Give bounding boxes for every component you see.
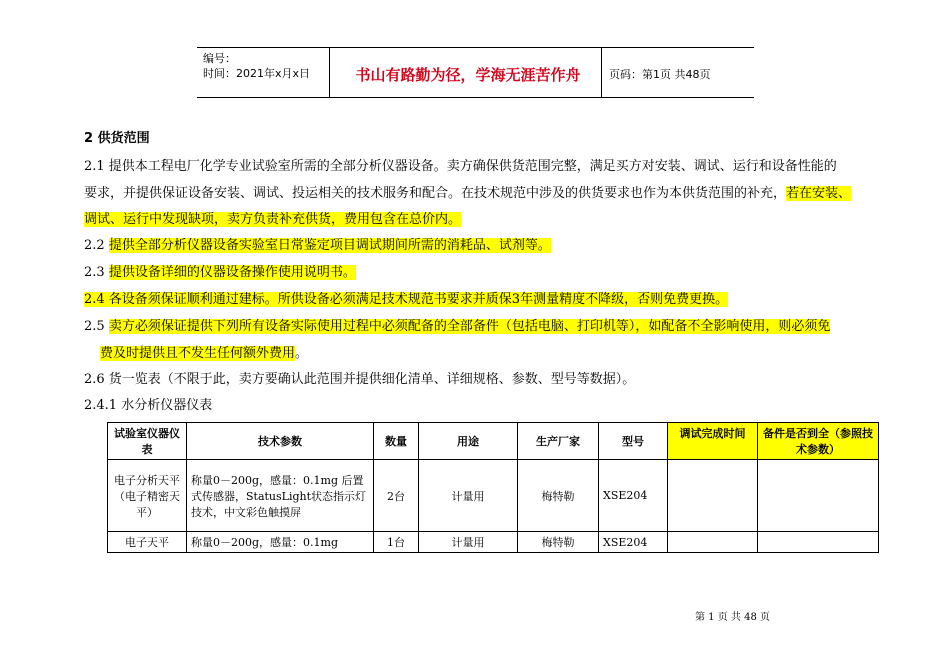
paragraph-2-3 — [84, 264, 356, 282]
cell-model: XSE204 — [599, 532, 668, 553]
section-title: 2 供货范围 — [84, 131, 150, 146]
paragraph-text: 。 — [295, 346, 309, 361]
paragraph-number: 2.5 — [84, 319, 109, 334]
paragraph-2-1-line-1: 2.1 提供本工程电厂化学专业试验室所需的全部分析仪器设备。卖方确保供货范围完整，满足买方对安装、调试、运行和设备性能的 — [84, 159, 837, 174]
table-header-row — [108, 423, 879, 460]
header-page-number: 页码：第1页 共48页 — [609, 68, 711, 81]
header-meta — [203, 51, 310, 81]
header-cell-commission-time: 调试完成时间 — [668, 423, 758, 460]
paragraph-number: 2.2 — [84, 238, 109, 253]
header-cell-use: 用途 — [419, 423, 518, 460]
cell-params: 称量0－200g，感量：0.1mg 后置式传感器，StatusLight状态指示灯技术，中文彩色触摸屏 — [187, 460, 374, 532]
cell-instrument: 电子分析天平（电子精密天平） — [108, 460, 187, 532]
header-cell-params: 技术参数 — [187, 423, 374, 460]
cell-commission-time — [668, 532, 758, 553]
highlighted-text: 费及时提供且不发生任何额外费用 — [100, 346, 296, 361]
page-header — [197, 47, 754, 98]
paragraph-2-5-line-2 — [100, 345, 308, 363]
paragraph-text: 要求，并提供保证设备安装、调试、投运相关的技术服务和配合。在技术规范中涉及的供货要求也作为本供货范围的补充， — [84, 186, 787, 201]
page-footer: 第 1 页 共 48 页 — [695, 612, 770, 623]
paragraph-2-5-line-1 — [84, 318, 830, 336]
header-cell-maker: 生产厂家 — [518, 423, 599, 460]
header-cell-instrument: 试验室仪器仪表 — [108, 423, 187, 460]
table-row — [108, 532, 879, 553]
cell-maker: 梅特勒 — [518, 460, 599, 532]
instrument-table — [107, 422, 879, 553]
highlighted-text: 2.4 各设备须保证顺利通过建标。所供设备必须满足技术规范书要求并质保3年测量精度不降级，否则免费更换。 — [84, 292, 729, 307]
document-number-label: 编号： — [203, 52, 236, 65]
highlighted-text: 若在安装、 — [786, 186, 852, 201]
cell-instrument: 电子天平 — [108, 532, 187, 553]
paragraph-2-2 — [84, 237, 551, 255]
cell-commission-time — [668, 460, 758, 532]
highlighted-text: 提供全部分析仪器设备实验室日常鉴定项目调试期间所需的消耗品、试剂等。 — [108, 238, 551, 253]
highlighted-text: 提供设备详细的仪器设备操作使用说明书。 — [108, 265, 356, 280]
cell-model: XSE204 — [599, 460, 668, 532]
table-row — [108, 460, 879, 532]
paragraph-2-1-line-2 — [84, 185, 851, 203]
cell-maker: 梅特勒 — [518, 532, 599, 553]
cell-use: 计量用 — [419, 532, 518, 553]
cell-use: 计量用 — [419, 460, 518, 532]
cell-quantity: 2台 — [374, 460, 419, 532]
paragraph-2-1-line-3 — [84, 211, 461, 229]
highlighted-text: 卖方必须保证提供下列所有设备实际使用过程中必须配备的全部备件（包括电脑、打印机等），如配备不全影响使用，则必须免 — [108, 319, 831, 334]
cell-params: 称量0－200g，感量：0.1mg — [187, 532, 374, 553]
header-cell-model: 型号 — [599, 423, 668, 460]
subsection-title: 2.4.1 水分析仪器仪表 — [84, 398, 213, 413]
paragraph-2-6: 2.6 货一览表（不限于此，卖方要确认此范围并提供细化清单、详细规格、参数、型号等数据）。 — [84, 372, 636, 387]
highlighted-text: 调试、运行中发现缺项，卖方负责补充供货，费用包含在总价内。 — [84, 212, 462, 227]
cell-spares — [758, 460, 879, 532]
header-cell-spares: 备件是否到全（参照技术参数） — [758, 423, 879, 460]
header-divider — [329, 48, 330, 97]
header-divider — [601, 48, 602, 97]
cell-spares — [758, 532, 879, 553]
header-motto: 书山有路勤为径，学海无涯苦作舟 — [355, 66, 581, 84]
header-cell-quantity: 数量 — [374, 423, 419, 460]
document-time-label: 时间：2021年x月x日 — [203, 67, 311, 80]
cell-quantity: 1台 — [374, 532, 419, 553]
paragraph-number: 2.3 — [84, 265, 109, 280]
paragraph-2-4 — [84, 291, 728, 309]
